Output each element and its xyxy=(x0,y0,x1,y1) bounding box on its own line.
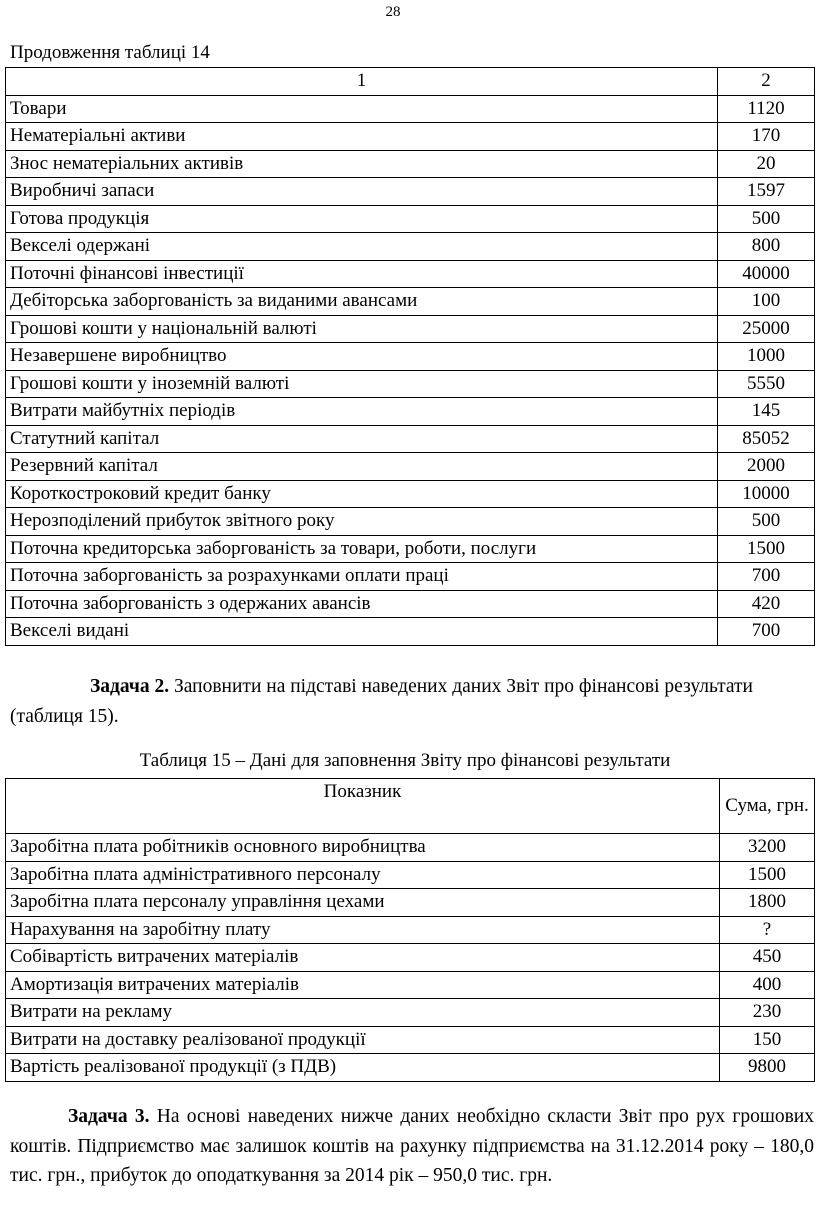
table-row xyxy=(6,343,815,371)
row-value: 1000 xyxy=(718,343,815,371)
row-label: Товари xyxy=(6,95,718,123)
row-label: Заробітна плата робітників основного виробництва xyxy=(6,834,720,862)
task-2-text: Заповнити на підставі наведених даних Звіт про фінансові результати (таблиця 15). xyxy=(10,676,753,727)
row-value: 700 xyxy=(718,618,815,646)
table-row xyxy=(6,999,815,1027)
row-value: 1500 xyxy=(720,861,815,889)
table-row xyxy=(6,315,815,343)
row-label: Витрати майбутніх періодів xyxy=(6,398,718,426)
row-value: 500 xyxy=(718,508,815,536)
row-value: 1500 xyxy=(718,535,815,563)
table-row xyxy=(6,916,815,944)
row-value: 450 xyxy=(720,944,815,972)
row-label: Виробничі запаси xyxy=(6,178,718,206)
row-value: 9800 xyxy=(720,1054,815,1082)
row-value: 1597 xyxy=(718,178,815,206)
row-label: Собівартість витрачених матеріалів xyxy=(6,944,720,972)
table-header-row xyxy=(6,779,815,834)
row-label: Витрати на доставку реалізованої продукції xyxy=(6,1026,720,1054)
table-row xyxy=(6,535,815,563)
row-label: Грошові кошти у національній валюті xyxy=(6,315,718,343)
table-row xyxy=(6,1054,815,1082)
column-header: 2 xyxy=(718,68,815,96)
table-15 xyxy=(5,778,815,1082)
row-value: 1120 xyxy=(718,95,815,123)
table-14 xyxy=(5,67,815,646)
table-row xyxy=(6,370,815,398)
column-header: 1 xyxy=(6,68,718,96)
table-row xyxy=(6,618,815,646)
row-label: Дебіторська заборгованість за виданими авансами xyxy=(6,288,718,316)
table-row xyxy=(6,834,815,862)
row-value: 20 xyxy=(718,150,815,178)
task-2-label: Задача 2. xyxy=(90,676,170,697)
row-value: 85052 xyxy=(718,425,815,453)
row-value: 230 xyxy=(720,999,815,1027)
table-row xyxy=(6,508,815,536)
row-label: Знос нематеріальних активів xyxy=(6,150,718,178)
table-row xyxy=(6,150,815,178)
row-label: Амортизація витрачених матеріалів xyxy=(6,971,720,999)
row-value: 170 xyxy=(718,123,815,151)
row-label: Поточна заборгованість з одержаних авансів xyxy=(6,590,718,618)
row-label: Незавершене виробництво xyxy=(6,343,718,371)
row-value: 150 xyxy=(720,1026,815,1054)
row-value: 2000 xyxy=(718,453,815,481)
row-value: 500 xyxy=(718,205,815,233)
row-label: Заробітна плата адміністративного персоналу xyxy=(6,861,720,889)
table-row xyxy=(6,453,815,481)
row-value: 100 xyxy=(718,288,815,316)
row-value: 25000 xyxy=(718,315,815,343)
table-row xyxy=(6,590,815,618)
row-label: Векселі видані xyxy=(6,618,718,646)
task-2-paragraph xyxy=(10,672,810,732)
table-row xyxy=(6,425,815,453)
row-value: 3200 xyxy=(720,834,815,862)
row-label: Нарахування на заробітну плату xyxy=(6,916,720,944)
table-row xyxy=(6,1026,815,1054)
row-label: Нерозподілений прибуток звітного року xyxy=(6,508,718,536)
table-row xyxy=(6,563,815,591)
task-3-label: Задача 3. xyxy=(68,1106,150,1127)
table-row xyxy=(6,123,815,151)
table-row xyxy=(6,178,815,206)
column-header: Показник xyxy=(6,779,720,834)
table-header-row xyxy=(6,68,815,96)
task-3-paragraph xyxy=(10,1102,814,1191)
row-label: Статутний капітал xyxy=(6,425,718,453)
row-label: Резервний капітал xyxy=(6,453,718,481)
table-row xyxy=(6,944,815,972)
row-value: 700 xyxy=(718,563,815,591)
row-value: 40000 xyxy=(718,260,815,288)
table-row xyxy=(6,288,815,316)
row-label: Короткостроковий кредит банку xyxy=(6,480,718,508)
row-value: 10000 xyxy=(718,480,815,508)
task-3-text: На основі наведених нижче даних необхідно скласти Звіт про рух грошових коштів. Підприємство має залишок коштів на рахунку підприємства на 31.12.2014 року – 180,0 тис. грн., прибуток до оподаткування за 2014 рік – 950,0 тис. грн. xyxy=(10,1106,814,1186)
row-value: 1800 xyxy=(720,889,815,917)
row-value: 145 xyxy=(718,398,815,426)
row-label: Витрати на рекламу xyxy=(6,999,720,1027)
row-label: Готова продукція xyxy=(6,205,718,233)
table-15-caption: Таблиця 15 – Дані для заповнення Звіту про фінансові результати xyxy=(139,750,671,771)
row-value: 400 xyxy=(720,971,815,999)
table-row xyxy=(6,971,815,999)
row-value: ? xyxy=(720,916,815,944)
table-row xyxy=(6,398,815,426)
row-label: Заробітна плата персоналу управління цехами xyxy=(6,889,720,917)
table-row xyxy=(6,480,815,508)
row-value: 420 xyxy=(718,590,815,618)
row-label: Вартість реалізованої продукції (з ПДВ) xyxy=(6,1054,720,1082)
page-number: 28 xyxy=(385,4,401,20)
column-header: Сума, грн. xyxy=(720,779,815,834)
row-label: Поточні фінансові інвестиції xyxy=(6,260,718,288)
row-label: Векселі одержані xyxy=(6,233,718,261)
table-row xyxy=(6,205,815,233)
table-row xyxy=(6,233,815,261)
row-label: Поточна заборгованість за розрахунками оплати праці xyxy=(6,563,718,591)
table-row xyxy=(6,95,815,123)
row-value: 5550 xyxy=(718,370,815,398)
row-label: Грошові кошти у іноземній валюті xyxy=(6,370,718,398)
row-value: 800 xyxy=(718,233,815,261)
table-row xyxy=(6,861,815,889)
row-label: Нематеріальні активи xyxy=(6,123,718,151)
row-label: Поточна кредиторська заборгованість за товари, роботи, послуги xyxy=(6,535,718,563)
table-row xyxy=(6,889,815,917)
table-row xyxy=(6,260,815,288)
table-14-caption: Продовження таблиці 14 xyxy=(10,42,210,63)
